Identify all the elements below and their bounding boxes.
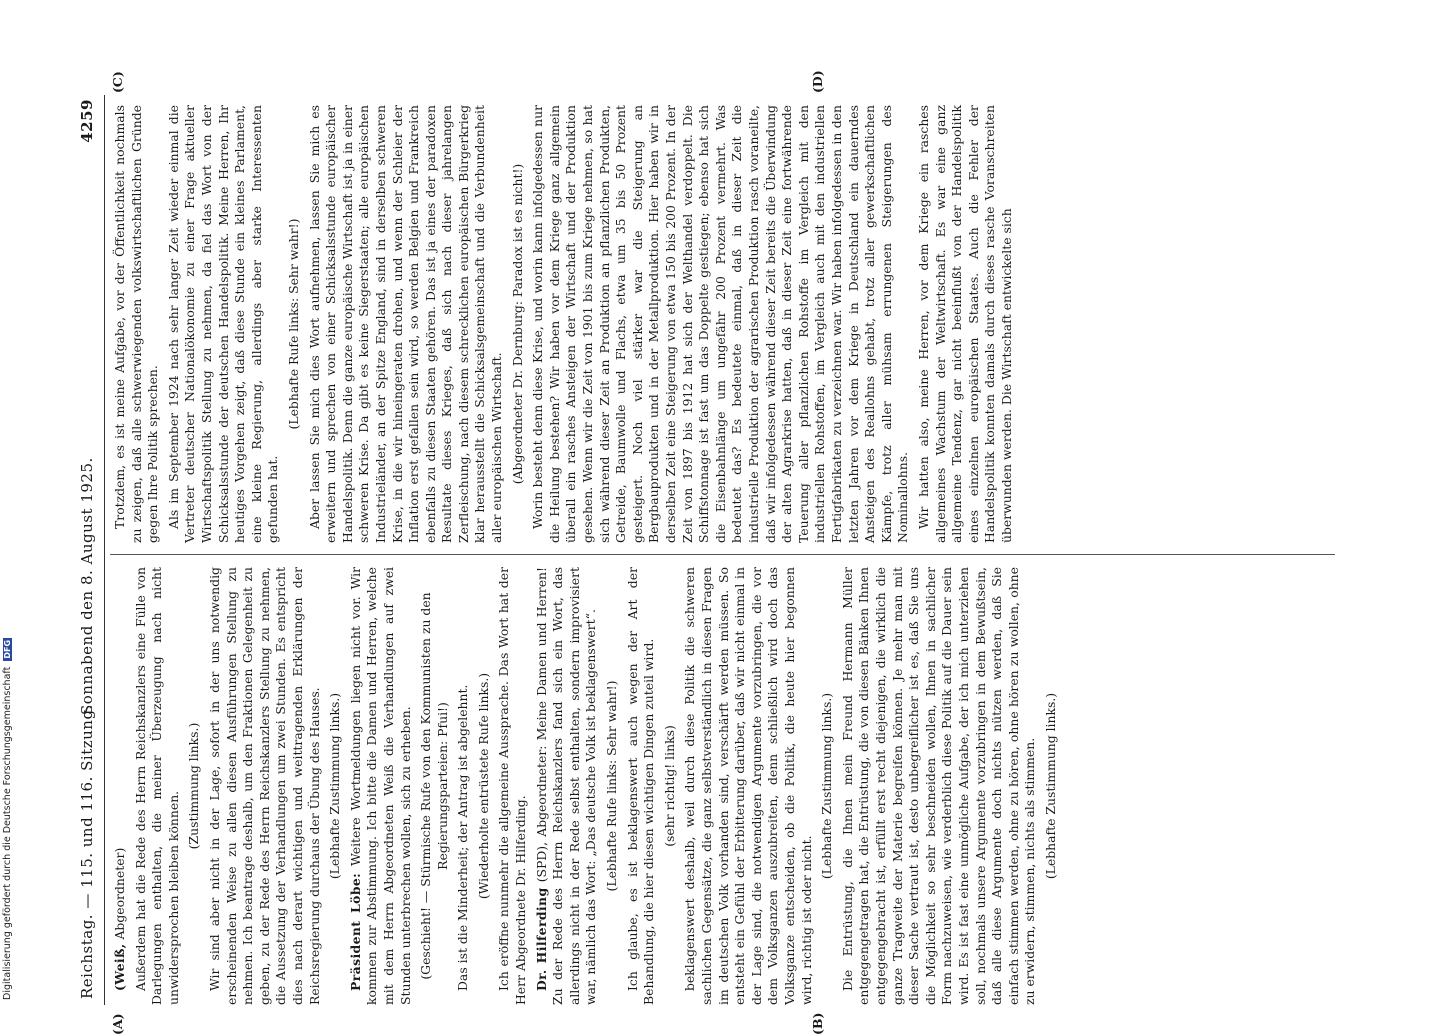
paragraph-text: Aber lassen Sie mich dies Wort aufnehmen, lassen Sie mich es erweitern und sprechen von einer Schicksalsstunde europäischer Handelspolitik. Denn die ganze europäische Wirtschaft ist ja in einer schweren Krise. Da gibt es keine Siegerstaaten; alle europäischen Industrieländer, an der Spitze England, sind in derselben schweren Krise, in die wir hineingeraten drohen, und wenn der Schleier der Inflation erst gefallen sein wird, so werden Belgien und Frankreich ebenfalls zu diesen Staaten gehören. Das ist ja eines der paradoxen Resultate dieses Krieges, daß sich nach dieser jahrelangen Zerfleischung, nach diesem schrecklichen europäischen Bürgerkrieg klar herausstellt die Schicksalsgemeinschaft und die Verbundenheit aller europäischen Wirtschaft.	[306, 105, 505, 543]
paragraph-text: Ich glaube, es ist beklagenswert auch wegen der Art der Behandlung, die hier diesen wichtigen Dingen zuteil wird.	[624, 567, 657, 1005]
paragraph	[207, 567, 323, 1005]
interjection	[286, 105, 303, 543]
margin-marker-d: (D)	[810, 70, 825, 93]
paragraph	[112, 567, 129, 1005]
paragraph-text: Wir sind aber nicht in der Lage, sofort in der uns notwendig erscheinenden Weise zu allen diesen Ausführungen Stellung zu nehmen. Ich beantrage deshalb, um den Fraktionen Gelegenheit zu geben, zu der Rede des Herrn Reichskanzlers Stellung zu nehmen, die Aussetzung der Verhandlungen um zwei Stunden. Es entspricht dies nach derart wichtigen und weittragenden Erklärungen der Reichsregierung durchaus der Übung des Hauses.	[206, 567, 322, 1005]
paragraph-text: (Lebhafte Rufe links: Sehr wahr!)	[285, 218, 301, 430]
paragraph-text: Als im September 1924 nach sehr langer Zeit wieder einmal die Vertreter deutscher Nationalökonomie zu einer Frage aktueller Wirtschaftspolitik Stellung zu nehmen, da fiel das Wort von der Schicksalsstunde der deutschen Handelspolitik. Meine Herren, Ihr heutiges Vorgehen zeigt, daß diese Stunde ein kleines Parlament, eine kleine Regierung, allerdings aber starke Interessenten gefunden hat.	[165, 105, 281, 543]
paragraph-text: Außerdem hat die Rede des Herrn Reichskanzlers eine Fülle von Darlegungen enthalten, die meiner Überzeugung nach nicht unwidersprochen bleiben können.	[132, 567, 181, 1005]
paragraph	[496, 567, 529, 1005]
paragraph	[348, 567, 414, 1005]
paragraph-text: (Lebhafte Zustimmung links.)	[1042, 692, 1058, 880]
page-header	[70, 95, 105, 1005]
paragraph-text: beklagenswert deshalb, weil durch diese Politik die schweren sachlichen Gegensätze, die ganz selbstverständlich in diesen Fragen im deutschen Volk vorhanden sind, verschärft werden müssen. So entsteht ein Gefühl der Erbitterung darüber, daß wir nicht einmal in der Lage sind, die notwendigen Argumente vorzubringen, die vor dem Volksganzen auszubreiten, denn schließlich wird doch das Volksganze entscheiden, ob die Politik, die heute hier begonnen wird, richtig ist oder nicht.	[682, 567, 814, 1005]
paragraph-text: Trotzdem, es ist meine Aufgabe, vor der Öffentlichkeit nochmals zu zeigen, daß alle schwerwiegenden volkswirtschaftlichen Gründe gegen Ihre Politik sprechen.	[112, 105, 161, 543]
paragraph	[133, 567, 183, 1005]
header-title: Reichstag. — 115. und 116. Sitzung.	[78, 704, 96, 999]
paragraph-text: (Lebhafte Zustimmung links.)	[819, 692, 835, 880]
paragraph	[530, 105, 912, 543]
interjection	[186, 567, 203, 1005]
paragraph-text: Abgeordneter)	[112, 847, 127, 944]
paragraph-text: (Geschieht! — Stürmische Rufe von den Kommunisten zu den Regierungsparteien: Pfui!)	[418, 592, 450, 980]
credit-text: Digitalisierung gefördert durch die Deutsche Forschungsgemeinschaft	[2, 666, 13, 1000]
document-page	[70, 70, 1340, 1035]
right-column	[112, 105, 1019, 543]
paragraph-text: (Lebhafte Rufe links: Sehr wahr!)	[604, 680, 620, 892]
paragraph	[534, 567, 600, 1005]
paragraph	[307, 105, 506, 543]
paragraph	[840, 567, 1039, 1005]
left-column	[112, 567, 1063, 1005]
paragraph	[682, 567, 815, 1005]
interjection	[510, 105, 527, 543]
paragraph	[166, 105, 282, 543]
paragraph-text: (Abgeordneter Dr. Dernburg: Paradox ist es nicht!)	[509, 163, 525, 485]
paragraph	[455, 567, 472, 1005]
interjection	[476, 567, 493, 1005]
paragraph-text: (Lebhafte Zustimmung links.)	[327, 692, 343, 880]
digitization-credit	[2, 600, 13, 1000]
paragraph-text: (Wiederholte entrüstete Rufe links.)	[475, 672, 491, 900]
speaker-name: Präsident Löbe:	[347, 872, 363, 991]
paragraph-text: Weitere Wortmeldungen liegen nicht vor. Wir kommen zur Abstimmung. Ich bitte die Damen und Herren, welche mit dem Herrn Abgeordneten Weiß die Verhandlungen auf zwei Stunden unterbrechen wollen, sich zu erheben.	[347, 566, 413, 1005]
paragraph-text: (sehr richtig! links)	[661, 725, 677, 847]
paragraph-text: (SPD), Abgeordneter: Meine Damen und Herren! Zu der Rede des Herrn Reichskanzlers fand sich ein Wort, das allerdings nicht in der Rede selbst enthalten, sondern improvisiert war, nämlich das Wort: „Das deutsche Volk ist beklagenswert“.	[533, 567, 599, 1005]
paragraph-text: (Zustimmung links.)	[186, 722, 202, 850]
speaker-name: Dr. Hilferding	[533, 887, 549, 991]
interjection	[418, 567, 451, 1005]
column-divider	[110, 554, 1335, 555]
paragraph	[916, 105, 1016, 543]
header-date: Sonnabend den 8. August 1925.	[78, 457, 96, 715]
paragraph-text: Wir hatten also, meine Herren, vor dem Kriege ein rasches allgemeines Wachstum der Weltwirtschaft. Es war eine ganz allgemeine Tendenz, gar nicht beeinflußt von der Handelspolitik eines einzelnen europäischen Staates. Auch die Fehler der Handelspolitik konnten damals durch dieses rasche Voranschreiten überwunden werden. Die Wirtschaft entwickelte sich	[915, 105, 1014, 543]
interjection	[327, 567, 344, 1005]
paragraph-text: Ich eröffne nunmehr die allgemeine Aussprache. Das Wort hat der Herr Abgeordnete Dr. Hilferding.	[496, 567, 529, 1005]
interjection	[662, 567, 679, 1005]
margin-marker-b: (B)	[810, 1012, 825, 1035]
paragraph	[112, 105, 162, 543]
margin-marker-c: (C)	[110, 71, 125, 93]
interjection	[604, 567, 621, 1005]
paragraph-text: Worin besteht denn diese Krise, und worin kann infolgedessen nur die Heilung bestehen? Wir haben vor dem Kriege ganz allgemein überall ein rasches Ansteigen der Wirtschaft und der Produktion gesehen. Wenn wir die Zeit von 1901 bis zum Kriege nehmen, so hat sich während dieser Zeit an Produktion an pflanzlichen Produkten, Getreide, Baumwolle und Flachs, etwa um 35 bis 50 Prozent gesteigert. Noch viel stärker war die Steigerung an Bergbauprodukten und in der Metallproduktion. Hier haben wir in derselben Zeit eine Steigerung von etwa 150 bis 200 Prozent. In der Zeit von 1897 bis 1912 hat sich der Welthandel verdoppelt. Die Schiffstonnage ist fast um das Doppelte gestiegen; ebenso hat sich die Eisenbahnlänge um ungefähr 200 Prozent vermehrt. Was bedeutet das? Es bedeutete einmal, daß in dieser Zeit die industrielle Produktion der agrarischen Produktion rasch voraneilte, daß wir infolgedessen während dieser Zeit bereits die Überwindung der alten Agrarkrise hatten, daß in dieser Zeit eine fortwährende Teuerung aller pflanzlichen Rohstoffe im Vergleich mit den industriellen Rohstoffen, im Vergleich auch mit den industriellen Fertigfabrikaten zu verzeichnen war. Wir haben infolgedessen in den letzten Jahren vor dem Kriege in Deutschland ein dauerndes Ansteigen des Reallohns gehabt, trotz aller gewerkschaftlichen Kämpfe, trotz aller mühsam errungenen Steigerungen des Nominallohns.	[530, 105, 911, 543]
page-number: 4259	[78, 99, 96, 143]
margin-marker-a: (A)	[110, 1013, 125, 1035]
paragraph	[625, 567, 658, 1005]
dfg-logo: DFG	[3, 639, 12, 659]
interjection	[819, 567, 836, 1005]
paragraph-text: Das ist die Minderheit; der Antrag ist abgelehnt.	[455, 684, 471, 991]
interjection	[1043, 567, 1060, 1005]
paragraph-text: Die Entrüstung, die Ihnen mein Freund Hermann Müller entgegengetragen hat, die Entrüstung, die von diesen Bänken Ihnen entgegengebracht ist, erfüllt erst recht diejenigen, die wirklich die ganze Tragweite der Materie begreifen können. Je mehr man mit dieser Sache vertraut ist, desto unbegreiflicher ist es, daß Sie uns die Möglichkeit so sehr beschneiden wollen, Ihnen in sachlicher Form nachzuweisen, wie verderblich diese Politik auf die Dauer sein wird. Es ist fast eine unmögliche Aufgabe, der ich mich unterziehen soll, nochmals unsere Argumente vorzubringen in dem Bewußtsein, daß alle diese Argumente doch nichts nützen werden, daß Sie einfach stimmen werden, ohne zu hören, ohne hören zu wollen, ohne zu erwidern, stimmen, nichts als stimmen.	[839, 567, 1038, 1005]
speaker-name: (Weiß,	[112, 943, 127, 991]
